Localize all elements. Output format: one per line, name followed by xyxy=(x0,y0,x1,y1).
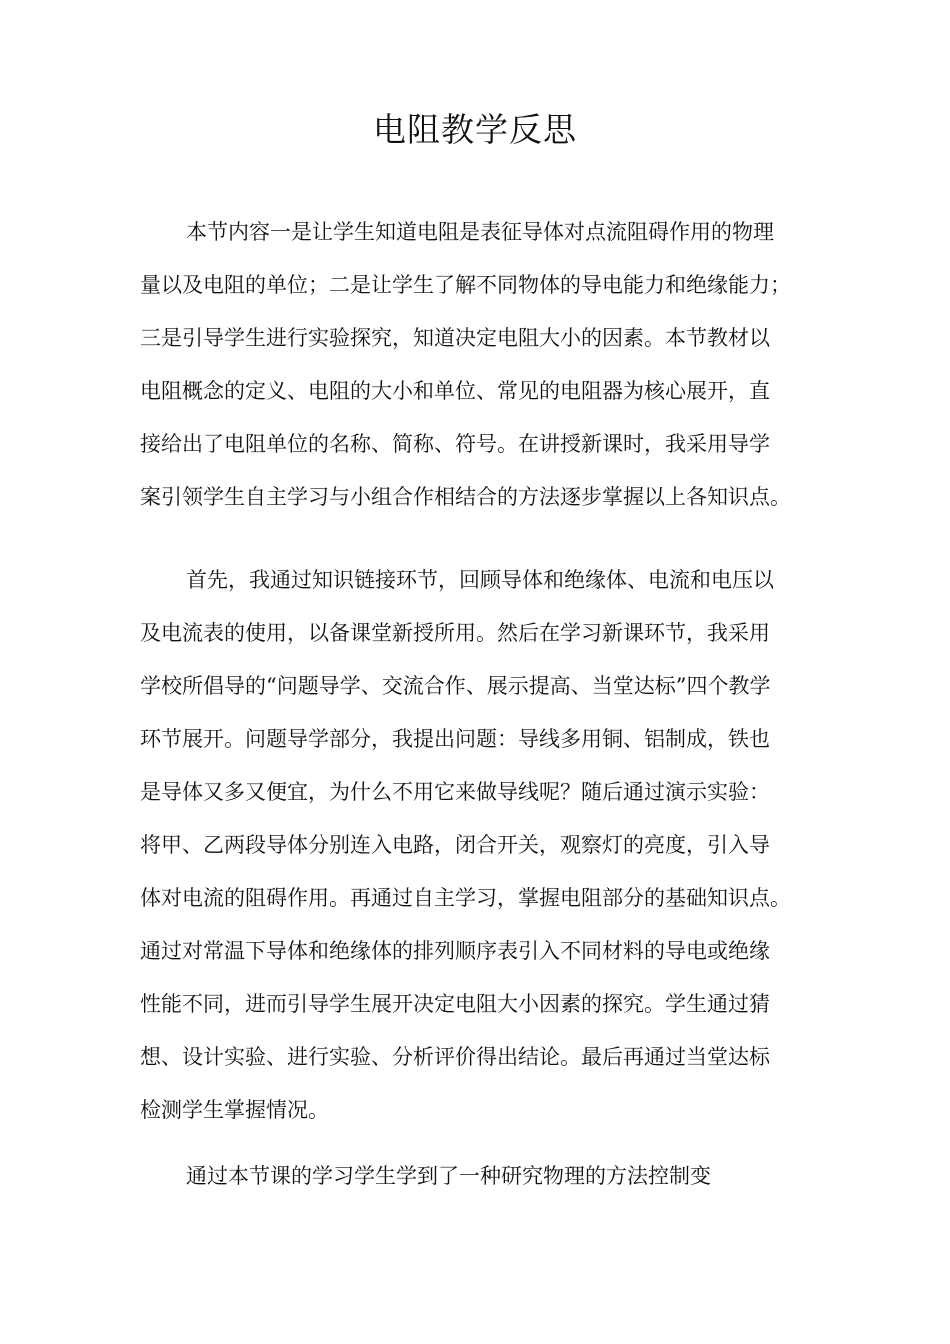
paragraph-2 xyxy=(140,554,830,1137)
paragraph-3 xyxy=(140,1150,830,1203)
paragraph-line: 体对电流的阻碍作用。再通过自主学习，掌握电阻部分的基础知识点。 xyxy=(140,886,791,910)
paragraph-line: 案引领学生自主学习与小组合作相结合的方法逐步掌握以上各知识点。 xyxy=(140,485,791,509)
paragraph-line: 是导体又多又便宜，为什么不用它来做导线呢？随后通过演示实验： xyxy=(140,780,770,804)
paragraph-line: 环节展开。问题导学部分，我提出问题：导线多用铜、铝制成，铁也 xyxy=(140,727,770,751)
paragraph-1 xyxy=(140,206,830,524)
paragraph-line: 电阻概念的定义、电阻的大小和单位、常见的电阻器为核心展开，直 xyxy=(140,379,770,403)
paragraph-line: 检测学生掌握情况。 xyxy=(140,1098,329,1122)
paragraph-line: 将甲、乙两段导体分别连入电路，闭合开关，观察灯的亮度，引入导 xyxy=(140,833,770,857)
paragraph-line: 通过对常温下导体和绝缘体的排列顺序表引入不同材料的导电或绝缘 xyxy=(140,939,770,963)
paragraph-line: 三是引导学生进行实验探究，知道决定电阻大小的因素。本节教材以 xyxy=(140,326,770,350)
paragraph-line: 量以及电阻的单位；二是让学生了解不同物体的导电能力和绝缘能力； xyxy=(140,273,791,297)
document-title: 电阻教学反思 xyxy=(373,110,577,149)
paragraph-line: 接给出了电阻单位的名称、简称、符号。在讲授新课时，我采用导学 xyxy=(140,432,770,456)
paragraph-line: 想、设计实验、进行实验、分析评价得出结论。最后再通过当堂达标 xyxy=(140,1045,770,1069)
paragraph-line: 性能不同，进而引导学生展开决定电阻大小因素的探究。学生通过猜 xyxy=(140,992,770,1016)
paragraph-line: 本节内容一是让学生知道电阻是表征导体对点流阻碍作用的物理 xyxy=(186,220,774,244)
paragraph-line: 通过本节课的学习学生学到了一种研究物理的方法控制变 xyxy=(186,1164,711,1188)
paragraph-line: 学校所倡导的“问题导学、交流合作、展示提高、当堂达标”四个教学 xyxy=(140,674,771,698)
paragraph-line: 及电流表的使用，以备课堂新授所用。然后在学习新课环节，我采用 xyxy=(140,621,770,645)
paragraph-line: 首先，我通过知识链接环节，回顾导体和绝缘体、电流和电压以 xyxy=(186,568,774,592)
